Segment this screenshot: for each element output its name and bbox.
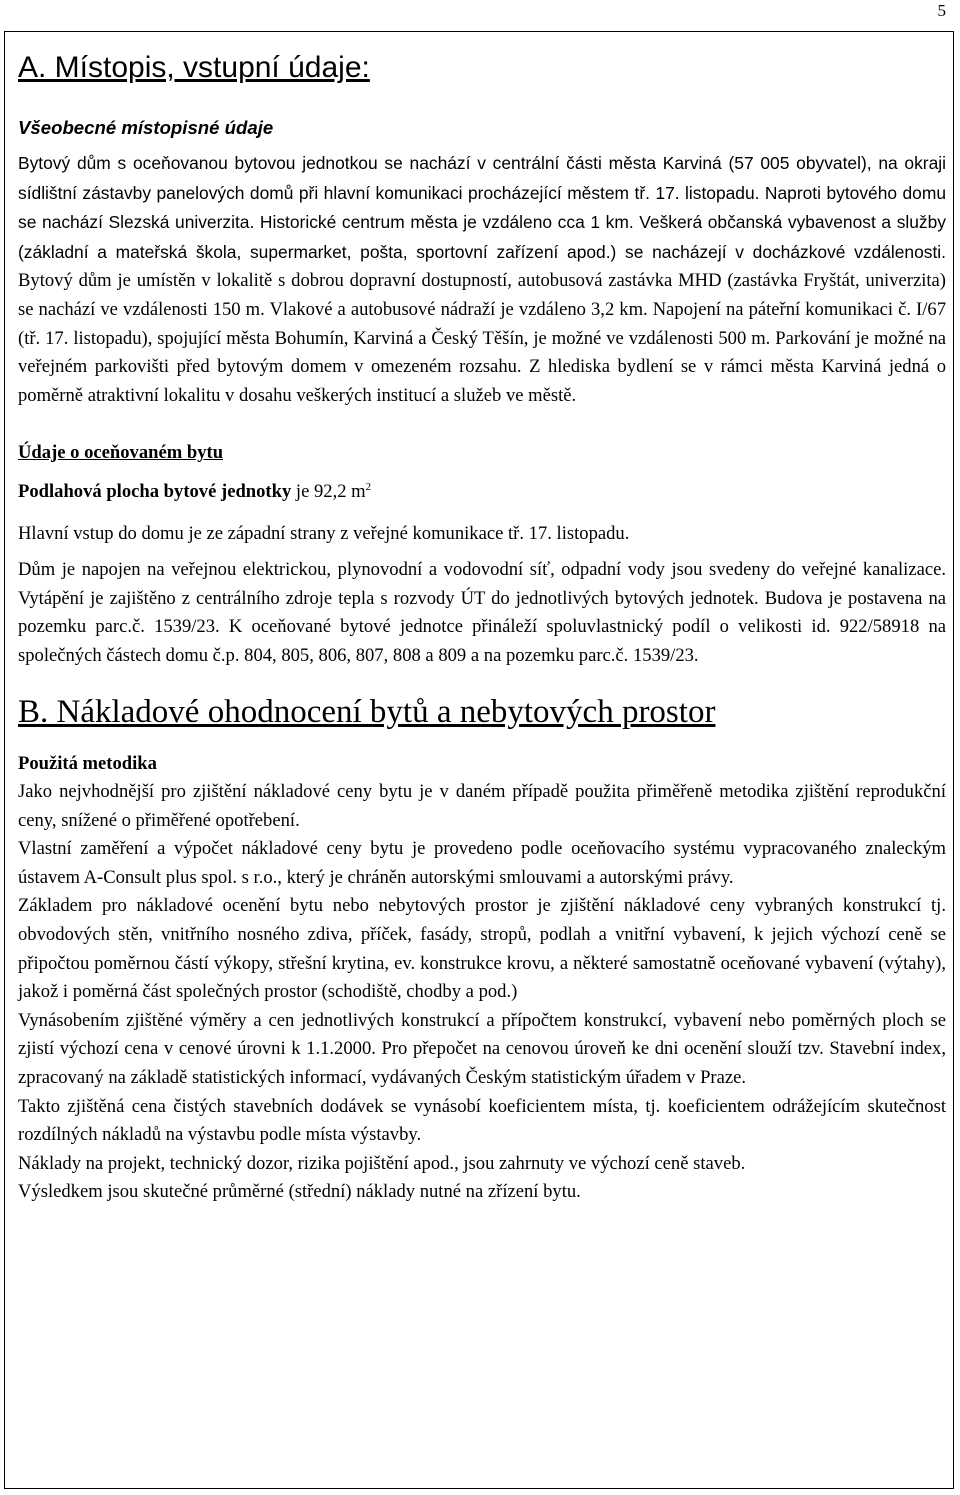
floor-area-line bbox=[18, 478, 946, 507]
unit-info-heading: Údaje o oceňovaném bytu bbox=[18, 442, 224, 464]
entrance-paragraph: Hlavní vstup do domu je ze západní strany z veřejné komunikace tř. 17. listopadu. bbox=[18, 522, 630, 544]
method-paragraph: Vynásobením zjištěné výměry a cen jednotlivých konstrukcí a přípočtem konstrukcí, vybavení nebo poměrných ploch se zjistí výchozí cena v cenové úrovni k 1.1.2000. Pro přepočet na cenovou úroveň ke dni ocenění slouží tzv. Stavební index, zpracovaný na základě statistických informací, vydávaných Českým statistickým úřadem v Praze. bbox=[18, 1009, 946, 1089]
page-number: 5 bbox=[937, 1, 946, 20]
general-info-paragraph bbox=[18, 149, 946, 410]
method-paragraph: Výsledkem jsou skutečné průměrné (střední) náklady nutné na zřízení bytu. bbox=[18, 1181, 581, 1203]
floor-area-superscript: 2 bbox=[365, 480, 372, 493]
method-paragraph: Vlastní zaměření a výpočet nákladové ceny bytu je provedeno podle oceňovacího systému vypracovaného znaleckým ústavem A-Consult plus spol. s r.o., který je chráněn autorskými smlouvami a autorskými právy. bbox=[18, 838, 946, 888]
method-paragraph: Jako nejvhodnější pro zjištění nákladové ceny bytu je v daném případě použita přiměřeně metodika zjištění reprodukční ceny, snížené o přiměřené opotřebení. bbox=[18, 781, 946, 831]
utilities-paragraph: Dům je napojen na veřejnou elektrickou, plynovodní a vodovodní síť, odpadní vody jsou svedeny do veřejné kanalizace. Vytápění je zajištěno z centrálního zdroje tepla s rozvody ÚT do jednotlivých bytových jednotek. Budova je postavena na pozemku parc.č. 1539/23. K oceňované bytové jednotce přináleží spoluvlastnický podíl o velikosti id. 922/58918 na společných částech domu č.p. 804, 805, 806, 807, 808 a 809 a na pozemku parc.č. 1539/23. bbox=[18, 559, 946, 666]
floor-area-label: Podlahová plocha bytové jednotky bbox=[18, 480, 292, 502]
method-paragraph: Náklady na projekt, technický dozor, rizika pojištění apod., jsou zahrnuty ve výchozí ceně staveb. bbox=[18, 1152, 746, 1174]
section-b-title: B. Nákladové ohodnocení bytů a nebytových prostor bbox=[18, 693, 716, 730]
method-paragraph: Takto zjištěná cena čistých stavebních dodávek se vynásobí koeficientem místa, tj. koeficientem odrážejícím skutečnost rozdílných nákladů na výstavbu podle místa výstavby. bbox=[18, 1095, 946, 1146]
methodology-heading: Použitá metodika bbox=[18, 752, 157, 774]
floor-area-value: je 92,2 m bbox=[291, 480, 366, 502]
section-a-title: A. Místopis, vstupní údaje: bbox=[18, 51, 370, 84]
general-info-text-serif: Bytový dům je umístěn v lokalitě s dobrou dopravní dostupností, autobusová zastávka MHD (zastávka Fryštát, univerzita) se nachází ve vzdálenosti 150 m. Vlakové a autobusové nádraží je vzdáleno 3,2 km. Napojení na páteřní komunikaci č. I/67 (tř. 17. listopadu), spojující města Bohumín, Karviná a Český Těšín, je možné ve vzdálenosti 500 m. Parkování je možné na veřejném parkovišti před bytovým domem v omezeném rozsahu. Z hlediska bydlení se v rámci města Karviná jedná o poměrně atraktivní lokalitu v dosahu veškerých institucí a služeb ve městě. bbox=[18, 270, 946, 406]
general-info-text-sans: Bytový dům s oceňovanou bytovou jednotkou se nachází v centrální části města Karviná (57 005 obyvatel), na okraji sídlištní zástavby panelových domů při hlavní komunikaci procházející městem tř. 17. listopadu. Naproti bytového domu se nachází Slezská univerzita. Historické centrum města je vzdáleno cca 1 km. Veškerá občanská vybavenost a služby (základní a mateřská škola, supermarket, pošta, sportovní zařízení apod.) se nacházejí v docházkové vzdálenosti. bbox=[18, 153, 946, 262]
document-body bbox=[18, 44, 946, 1207]
general-info-heading: Všeobecné místopisné údaje bbox=[18, 117, 274, 138]
method-paragraph: Základem pro nákladové ocenění bytu nebo nebytových prostor je zjištění nákladové ceny vybraných konstrukcí tj. obvodových stěn, vnitřního nosného zdiva, příček, fasády, stropů, podlah a vnitřní vybavení, k jejich výchozí ceně se připočtou poměrnou částí výkopy, střešní krytina, ev. konstrukce krovu, a některé samostatně oceňované vybavení (výtahy), jakož i poměrná část společných prostor (schodiště, chodby a pod.) bbox=[18, 895, 946, 1003]
